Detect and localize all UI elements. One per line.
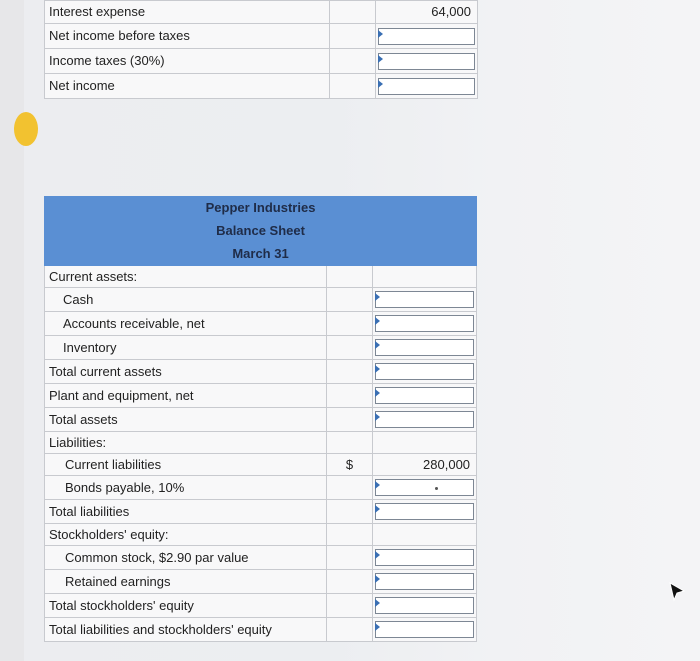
table-row: [45, 476, 477, 500]
interest-expense-label: Interest expense: [45, 1, 330, 24]
plant-equipment-label: Plant and equipment, net: [45, 384, 327, 408]
total-liabilities-spacer: [327, 500, 373, 524]
table-row: [45, 454, 477, 476]
inventory-cell: [373, 336, 477, 360]
net-income-before-taxes-label: Net income before taxes: [45, 24, 330, 49]
balance-sheet-header-date-row: [45, 243, 477, 266]
retained-earnings-cell: [373, 570, 477, 594]
stockholders-equity-spacer: [327, 524, 373, 546]
total-liabilities-label: Total liabilities: [45, 500, 327, 524]
net-income-label: Net income: [45, 74, 330, 99]
inventory-spacer: [327, 336, 373, 360]
net-income-spacer: [330, 74, 376, 99]
total-current-assets-spacer: [327, 360, 373, 384]
balance-sheet-header-title-row: [45, 220, 477, 243]
table-row: [45, 24, 478, 49]
bonds-payable-cell: [373, 476, 477, 500]
accounts-receivable-cell: [373, 312, 477, 336]
accounts-receivable-input[interactable]: [375, 315, 474, 332]
table-row: [45, 594, 477, 618]
balance-sheet-header-company-row: [45, 197, 477, 220]
total-stockholders-equity-input[interactable]: [375, 597, 474, 614]
bonds-payable-label: Bonds payable, 10%: [45, 476, 327, 500]
table-row: [45, 1, 478, 24]
current-liabilities-label: Current liabilities: [45, 454, 327, 476]
cash-input[interactable]: [375, 291, 474, 308]
income-taxes-cell: [376, 49, 478, 74]
total-stockholders-equity-label: Total stockholders' equity: [45, 594, 327, 618]
accounts-receivable-label: Accounts receivable, net: [45, 312, 327, 336]
yellow-marker: [14, 112, 38, 146]
cash-spacer: [327, 288, 373, 312]
total-stockholders-equity-cell: [373, 594, 477, 618]
total-assets-spacer: [327, 408, 373, 432]
retained-earnings-label: Retained earnings: [45, 570, 327, 594]
table-row: [45, 546, 477, 570]
company-name: Pepper Industries: [45, 197, 477, 220]
statement-title: Balance Sheet: [45, 220, 477, 243]
table-row: [45, 360, 477, 384]
common-stock-cell: [373, 546, 477, 570]
liabilities-spacer: [327, 432, 373, 454]
net-income-before-taxes-spacer: [330, 24, 376, 49]
table-row: [45, 288, 477, 312]
table-row: [45, 336, 477, 360]
total-current-assets-label: Total current assets: [45, 360, 327, 384]
net-income-before-taxes-cell: [376, 24, 478, 49]
bonds-payable-spacer: [327, 476, 373, 500]
table-row: [45, 618, 477, 642]
current-liabilities-currency: $: [327, 454, 373, 476]
total-assets-cell: [373, 408, 477, 432]
net-income-input[interactable]: [378, 78, 475, 95]
income-statement-table: [44, 0, 478, 99]
total-liabilities-cell: [373, 500, 477, 524]
plant-equipment-input[interactable]: [375, 387, 474, 404]
statement-date: March 31: [45, 243, 477, 266]
mouse-pointer-icon: [668, 582, 686, 602]
current-assets-spacer: [327, 266, 373, 288]
liabilities-empty: [373, 432, 477, 454]
accounts-receivable-spacer: [327, 312, 373, 336]
table-row: [45, 432, 477, 454]
table-row: [45, 500, 477, 524]
common-stock-input[interactable]: [375, 549, 474, 566]
total-stockholders-equity-spacer: [327, 594, 373, 618]
stockholders-equity-empty: [373, 524, 477, 546]
inventory-input[interactable]: [375, 339, 474, 356]
current-assets-empty: [373, 266, 477, 288]
net-income-cell: [376, 74, 478, 99]
liabilities-heading: Liabilities:: [45, 432, 327, 454]
net-income-before-taxes-input[interactable]: [378, 28, 475, 45]
table-row: [45, 570, 477, 594]
current-assets-heading: Current assets:: [45, 266, 327, 288]
total-liabilities-equity-cell: [373, 618, 477, 642]
total-current-assets-cell: [373, 360, 477, 384]
interest-expense-value: 64,000: [376, 1, 478, 24]
table-row: [45, 312, 477, 336]
stockholders-equity-heading: Stockholders' equity:: [45, 524, 327, 546]
cursor-dot: [435, 487, 438, 490]
total-current-assets-input[interactable]: [375, 363, 474, 380]
current-liabilities-value: 280,000: [373, 454, 477, 476]
retained-earnings-input[interactable]: [375, 573, 474, 590]
cash-label: Cash: [45, 288, 327, 312]
common-stock-label: Common stock, $2.90 par value: [45, 546, 327, 570]
total-liabilities-equity-label: Total liabilities and stockholders' equity: [45, 618, 327, 642]
plant-equipment-cell: [373, 384, 477, 408]
total-assets-label: Total assets: [45, 408, 327, 432]
inventory-label: Inventory: [45, 336, 327, 360]
bonds-payable-input[interactable]: [375, 479, 474, 496]
table-row: [45, 408, 477, 432]
total-assets-input[interactable]: [375, 411, 474, 428]
total-liabilities-equity-input[interactable]: [375, 621, 474, 638]
total-liabilities-equity-spacer: [327, 618, 373, 642]
total-liabilities-input[interactable]: [375, 503, 474, 520]
retained-earnings-spacer: [327, 570, 373, 594]
table-row: [45, 74, 478, 99]
common-stock-spacer: [327, 546, 373, 570]
table-row: [45, 524, 477, 546]
table-row: [45, 384, 477, 408]
income-taxes-input[interactable]: [378, 53, 475, 70]
interest-expense-spacer: [330, 1, 376, 24]
income-taxes-spacer: [330, 49, 376, 74]
cash-cell: [373, 288, 477, 312]
income-taxes-label: Income taxes (30%): [45, 49, 330, 74]
table-row: [45, 266, 477, 288]
plant-equipment-spacer: [327, 384, 373, 408]
balance-sheet-table: [44, 196, 477, 642]
table-row: [45, 49, 478, 74]
